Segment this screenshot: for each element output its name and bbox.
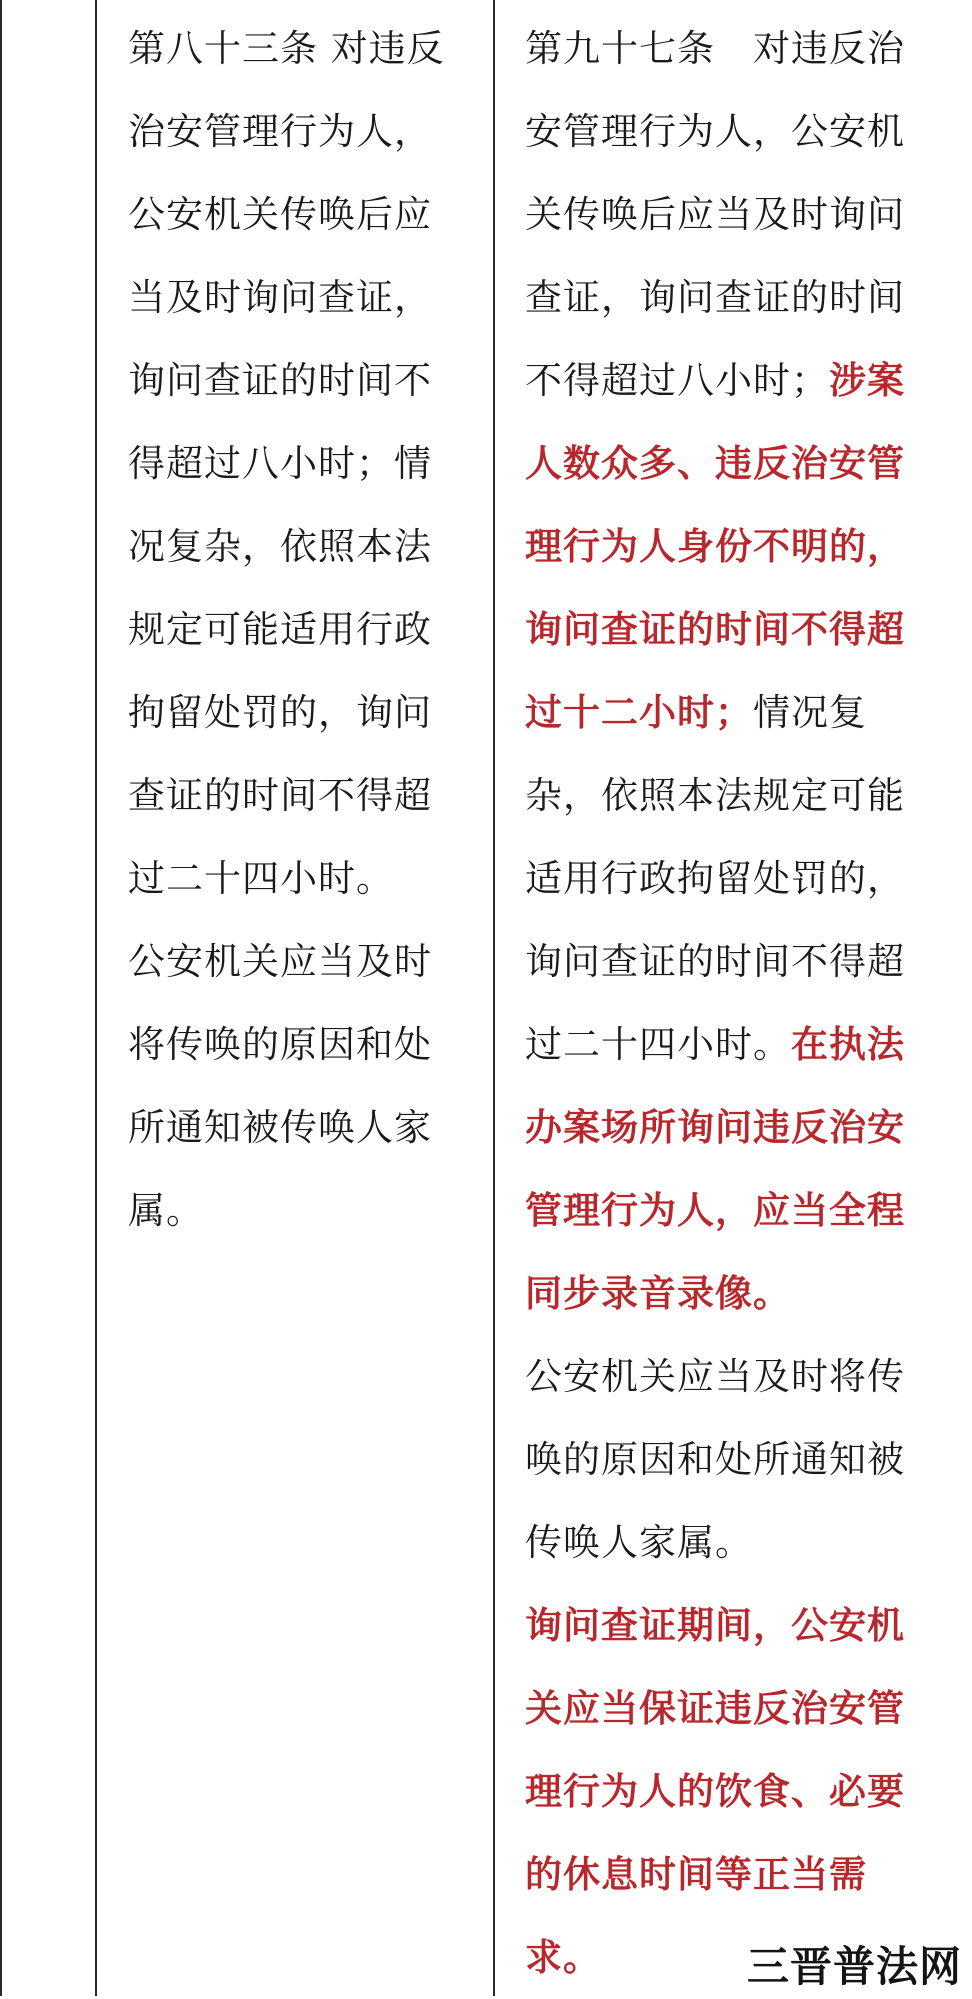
- site-watermark: 三晋普法网: [739, 1934, 966, 1994]
- article-text: 公安机关应当及时将传唤的原因和处所通知被传唤人家属。: [128, 940, 432, 1232]
- table-border-divider-1: [95, 0, 97, 1996]
- article-text: 第九十七条 对违反治安管理行为人，公安机关传唤后应当及时询问查证，询问查证的时间不得超过八小时；: [525, 27, 905, 402]
- article-paragraph: [525, 7, 917, 1335]
- amended-text: 涉案人数众多、违反治安管理行为人身份不明的，询问查证的时间不得超过十二小时；: [525, 359, 905, 734]
- article-paragraph: [128, 920, 448, 1252]
- old-law-cell: [128, 0, 448, 1252]
- table-border-divider-2: [493, 0, 495, 1996]
- article-text: 公安机关应当及时将传唤的原因和处所通知被传唤人家属。: [525, 1355, 905, 1564]
- amended-text: 询问查证期间，公安机关应当保证违反治安管理行为人的饮食、必要的休息时间等正当需求。: [525, 1604, 905, 1979]
- new-law-cell: [525, 0, 917, 1999]
- amended-text: 在执法办案场所询问违反治安管理行为人，应当全程同步录音录像。: [525, 1023, 905, 1315]
- article-paragraph: [128, 7, 448, 920]
- article-text: 情况复杂，依照本法规定可能适用行政拘留处罚的，询问查证的时间不得超过二十四小时。: [525, 691, 905, 1066]
- article-text: 第八十三条 对违反治安管理行为人，公安机关传唤后应当及时询问查证，询问查证的时间不得超过八小时；情况复杂，依照本法规定可能适用行政拘留处罚的，询问查证的时间不得超过二十四小时。: [128, 27, 445, 900]
- article-paragraph: [525, 1335, 917, 1584]
- table-border-left: [0, 0, 2, 1996]
